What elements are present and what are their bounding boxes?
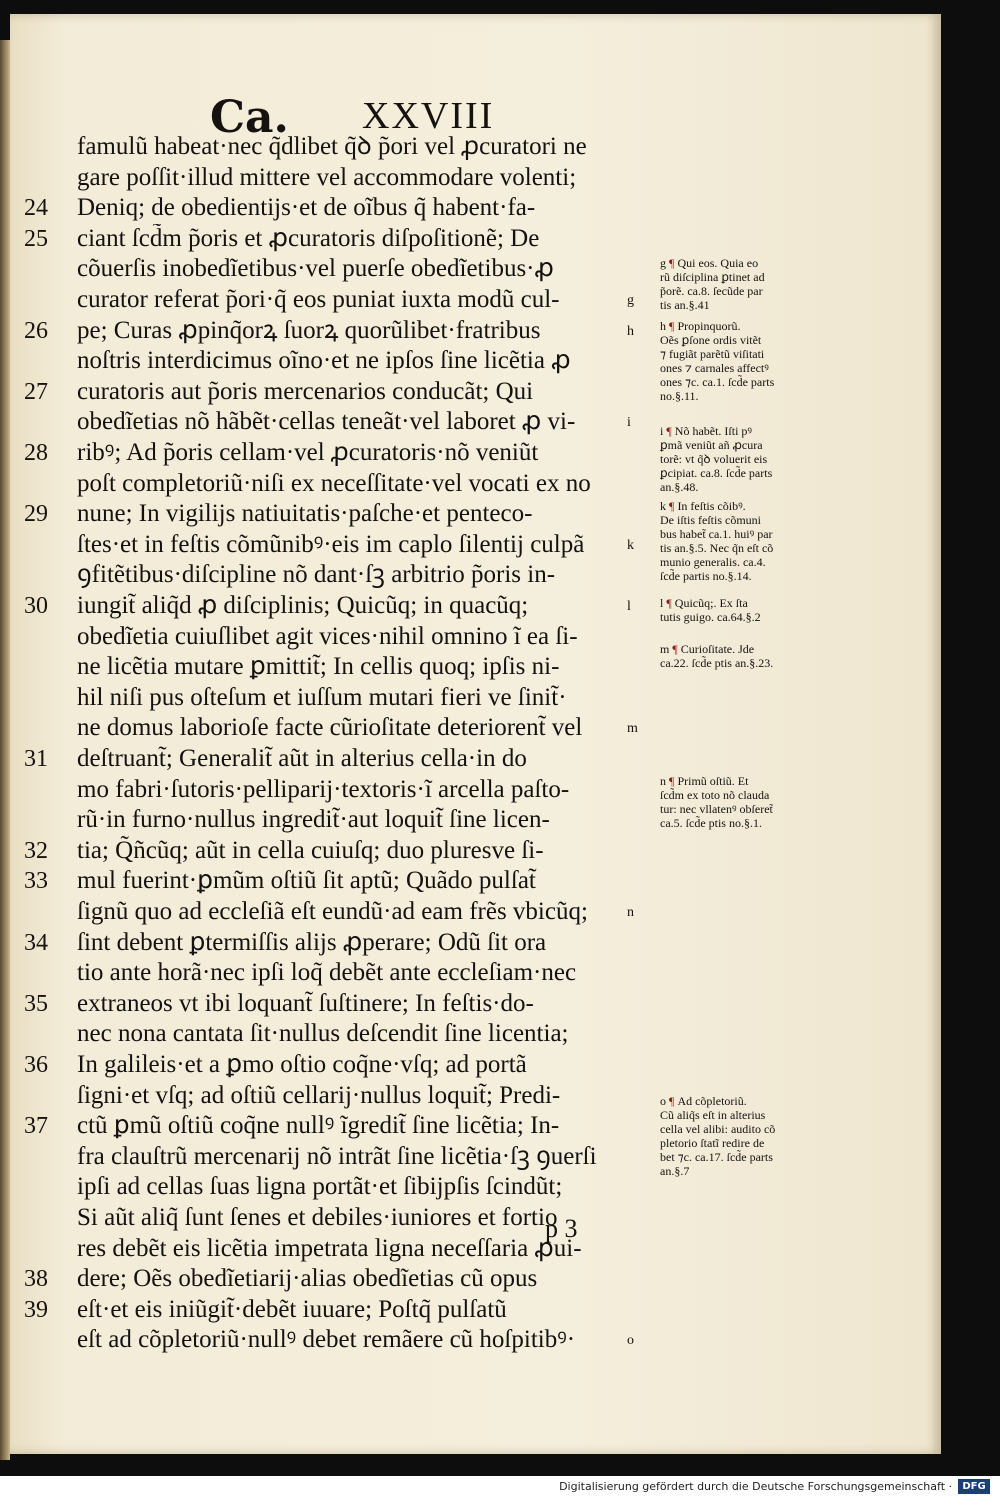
chapter-number: XXVIII [362,95,495,137]
side-note-line: bet ⁊c. ca.17. ſcd̃e parts [660,1150,773,1164]
line-number: 34 [24,929,48,956]
side-note-line: ꝑcipiat. ca.8. ſcd̃e parts [660,466,773,480]
text-line: ipſi ad cellas ſuas ligna portãt·et ſibijpſis ſcindũt; [77,1173,563,1201]
side-note-line: Primũ oſtiũ. Et [677,774,749,788]
pilcrow-icon: ¶ [669,642,681,656]
side-note-line: bus habet̃ ca.1. huiꝰ par [660,527,773,541]
side-note-line: ꝑmã veniũt añ ꝓcura [660,438,763,452]
margin-mark: g [627,293,634,308]
text-line: mul fuerint·ꝑmũm oſtiũ ſit aptũ; Quãdo pulſat̃ [77,867,536,895]
text-line: ne licẽtia mutare ꝑmittit̃; In cellis quoq; ipſis ni- [77,653,560,681]
line-number: 25 [24,225,48,252]
line-number: 28 [24,440,48,466]
side-note [660,774,830,830]
side-note-line: Ad cõpletoriũ. [677,1094,747,1108]
side-note-line: Oẽs ꝑſone ordis vitẽt [660,333,762,347]
facing-page-edge [0,40,10,1460]
text-line: mo fabri·ſutoris·pelliparij·textoris·ĩ arcella paſto- [77,775,570,803]
line-number: 32 [24,837,48,864]
pilcrow-icon: ¶ [666,774,678,788]
side-note [660,642,830,670]
pilcrow-icon: ¶ [663,424,675,438]
text-line: ſtes·et in feſtis cõmũnibꝰ·eis im caplo ſilentij culpã [77,530,585,558]
line-number: 38 [24,1266,48,1293]
side-note-mark: g [660,256,666,270]
text-line: curatoris aut p̃oris mercenarios conducãt; Qui [77,377,534,405]
side-note-line: In feſtis cõibꝰ. [677,499,746,513]
pilcrow-icon: ¶ [663,596,675,610]
side-note-line: munio generalis. ca.4. [660,555,766,569]
text-line: fra clauſtrũ mercenarij nõ intrãt ſine licẽtia·ſꝫ ꝯuerſi [77,1142,597,1170]
text-line: curator referat p̃ori·q̃ eos puniat iuxta modũ cul- [77,286,560,313]
side-note-line: ⁊ fugiãt parẽtũ viſitati [660,347,765,361]
side-note-line: De iſtis feſtis cõmuni [660,513,761,527]
margin-mark: h [627,323,634,339]
text-line: ſint debent ꝑtermiſſis alijs ꝓperare; Odũ ſit ora [77,928,547,956]
side-note-line: Cũ aliq̃s eſt in alterius [660,1108,766,1122]
side-note-line: Qui eos. Quia eo [677,256,759,270]
text-line: In galileis·et a ꝑmo oſtio coq̃ne·vſq; ad portã [77,1051,527,1078]
side-note-line: p̃orẽ. ca.8. ſecũde par [660,284,763,298]
margin-mark: o [627,1333,634,1349]
side-note-mark: h [660,319,666,333]
side-note-line: tis an.§.5. Nec q̃n eſt cõ [660,541,774,555]
line-number: 39 [24,1296,48,1323]
text-line: deſtruant̃; Generalit̃ aũt in alterius cella·in do [77,745,527,772]
text-line: cõuerſis inobedĩetibus·vel puerſe obedĩetibus·ꝓ [77,255,554,283]
text-line: pe; Curas ꝓpinq̃orꝝ ſuorꝝ quorũlibet·fratribus [77,316,541,344]
text-line: poſt completoriũ·niſi ex neceſſitate·vel vocati ex no [77,469,591,497]
text-line: ciant ſcd̃m p̃oris et ꝓcuratoris diſpoſitionẽ; De [77,224,540,252]
text-line: Si aũt aliq̃ ſunt ſenes et debiles·iuniores et fortio [77,1204,558,1231]
text-line: eſt·et eis iniũgit̃·debẽt iuuare; Poſtq̃ pulſatũ [77,1295,507,1323]
line-number: 27 [24,378,48,405]
text-line: iungit̃ aliq̃d ꝓ diſciplinis; Quicũq; in quacũq; [77,592,529,619]
margin-mark: m [627,721,638,737]
side-note-line: Nõ habẽt. Iſti pꝰ [674,424,753,438]
pilcrow-icon: ¶ [666,256,678,270]
margin-mark: n [627,905,634,920]
side-note-mark: l [660,596,664,610]
line-number: 35 [24,990,48,1017]
side-note-line: ſcd̃e partis no.§.14. [660,569,752,583]
text-line: noſtris interdicimus oĩno·et ne ipſos ſine licẽtia ꝓ [77,347,571,375]
side-note-line: torẽ: vt q̃ꝺ voluerit eis [660,452,768,466]
text-line: dere; Oẽs obedĩetiarij·alias obedĩetias cũ opus [77,1265,538,1293]
side-note-mark: k [660,499,666,513]
pilcrow-icon: ¶ [666,499,678,513]
side-note-line: no.§.11. [660,389,699,403]
margin-mark: l [627,599,631,614]
text-line: Deniq; de obedientijs·et de oĩbus q̃ habent·fa- [77,194,536,222]
text-line: ſigni·et vſq; ad oſtiũ cellarij·nullus loquit̃; Predi- [77,1081,561,1109]
text-line: famulũ habeat·nec q̃dlibet q̃ꝺ p̃ori vel ꝓcuratori ne [77,133,587,160]
dfg-logo: DFG [958,1479,990,1494]
side-note [660,424,830,494]
side-note-line: ſcd̃m ex toto nõ clauda [660,788,770,802]
line-number: 29 [24,501,48,528]
side-note-line: ones ⁊c. ca.1. ſcd̃e parts [660,375,775,389]
line-number: 36 [24,1052,48,1078]
pilcrow-icon: ¶ [666,1094,678,1108]
line-number: 33 [24,868,48,895]
text-line: extraneos vt ibi loquant̃ ſuſtinere; In feſtis·do- [77,989,534,1017]
text-line: ſignũ quo ad eccleſiã eſt eundũ·ad eam frẽs vbicũq; [77,898,588,925]
side-note-line: ca.5. ſcd̃e ptis no.§.1. [660,816,762,830]
side-note-line: pletorio ſtatĩ redire de [660,1136,765,1150]
text-line: tia; Q̃ñcũq; aũt in cella cuiuſq; duo pluresve ſi- [77,836,544,864]
text-line: ꝯfitẽtibus·diſcipline nõ dant·ſꝫ arbitrio p̃oris in- [77,561,556,589]
line-number: 31 [24,746,48,772]
text-line: ctũ ꝑmũ oſtiũ coq̃ne nullꝰ ĩgredit̃ ſine licẽtia; In- [77,1112,560,1140]
side-note [660,499,830,583]
text-line: rũ·in furno·nullus ingredit̃·aut loquit̃ ſine licen- [77,806,550,834]
margin-mark: k [627,537,634,553]
side-note-mark: o [660,1094,666,1108]
pilcrow-icon: ¶ [666,319,678,333]
text-line: obedĩetia cuiuſlibet agit vices·nihil omnino ĩ ea ſi- [77,622,578,650]
side-note [660,256,830,312]
line-number: 26 [24,317,48,344]
text-line: gare poſſit·illud mittere vel accommodare volenti; [77,163,577,191]
side-note-line: Propinquorũ. [677,319,741,333]
side-note [660,319,830,403]
folio-signature: p 3 [545,1214,578,1243]
side-note-line: ca.22. ſcd̃e ptis an.§.23. [660,656,774,670]
side-note-mark: m [660,642,670,656]
side-note-line: an.§.7 [660,1164,690,1178]
text-line: res debẽt eis licẽtia impetrata ligna neceſſaria ꝓui- [77,1234,582,1262]
text-line: obedĩetias nõ hãbẽt·cellas teneãt·vel laboret ꝓ vi- [77,408,576,436]
side-note-line: tis an.§.41 [660,298,710,312]
side-note-line: Curioſitate. Jde [680,642,755,656]
side-note [660,1094,830,1178]
footer-credit: Digitalisierung gefördert durch die Deutsche Forschungsgemeinschaft · [559,1480,952,1493]
side-note-line: ones ⁊ carnales affectꝰ [660,361,769,375]
chapter-abbrev: Ca. [210,92,289,143]
side-note-line: an.§.48. [660,480,699,494]
side-note-line: tutis guigo. ca.64.§.2 [660,610,761,624]
text-line: hil niſi pus oſteſum et iuſſum mutari fieri ve ſinit̃· [77,683,567,711]
line-number: 24 [24,195,48,222]
margin-mark: i [627,415,631,431]
side-note-line: cella vel alibi: audito cõ [660,1122,776,1136]
text-line: tio ante horã·nec ipſi loq̃ debẽt ante eccleſiam·nec [77,959,577,987]
line-number: 30 [24,593,48,619]
side-note-line: Quicũq;. Ex ſta [674,596,748,610]
text-line: ne domus laborioſe facte cũrioſitate deteriorent̃ vel [77,714,583,742]
text-line: ribꝰ; Ad p̃oris cellam·vel ꝓcuratoris·nõ veniũt [77,439,539,466]
side-note [660,596,830,624]
text-line: nec nona cantata ſit·nullus deſcendit ſine licentia; [77,1020,569,1048]
line-number: 37 [24,1113,48,1140]
text-line: nune; In vigilijs natiuitatis·paſche·et penteco- [77,500,533,528]
book-page [10,14,941,1454]
side-note-mark: n [660,774,666,788]
text-line: eſt ad cõpletoriũ·nullꝰ debet remãere cũ hoſpitibꝰ· [77,1326,576,1354]
footer-bar [0,1476,1000,1498]
side-note-line: tur: nec vllatenꝰ obſeret̃ [660,802,773,816]
side-note-line: rũ diſciplina ꝑtinet ad [660,270,765,284]
side-note-mark: i [660,424,664,438]
